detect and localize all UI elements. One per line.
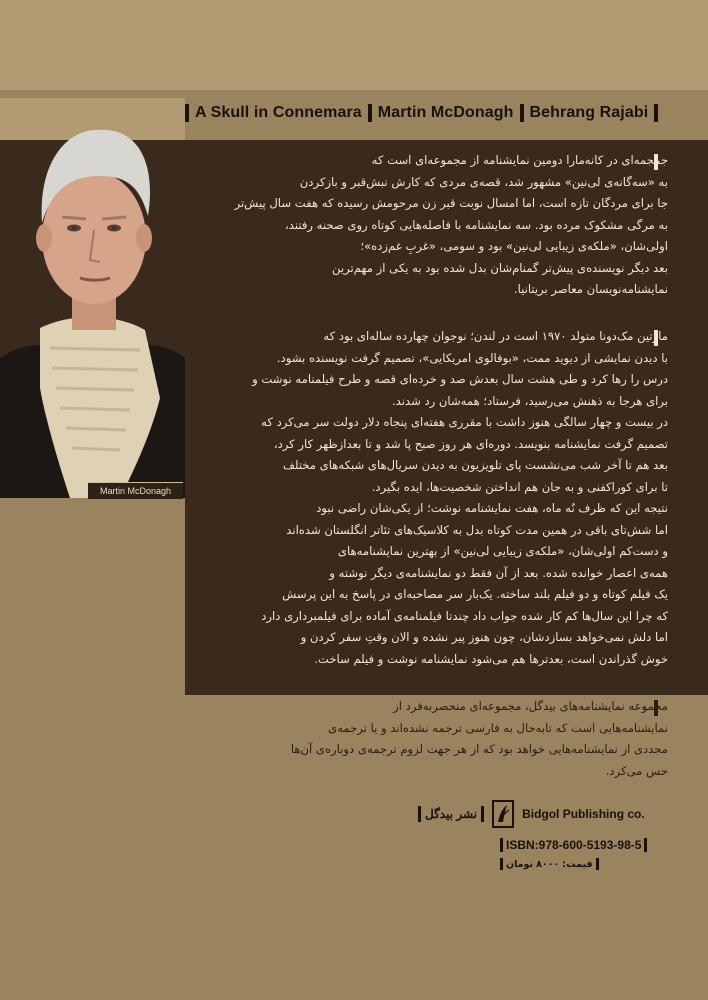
- paragraph-line: جمجمه‌ای در کانه‌مارا دومین نمایشنامه از مجموعه‌ای است که: [371, 153, 668, 167]
- publisher-name-fa: نشر بیدگل: [425, 807, 478, 821]
- isbn-line: [500, 836, 647, 854]
- divider: [368, 104, 372, 122]
- publisher-logo-icon: [492, 800, 514, 828]
- paragraph-line: حس می‌کرد.: [605, 763, 668, 778]
- paragraph-line: تصمیم گرفت نمایشنامه بنویسد. دوره‌ای هر روز صبح پا شد و تا بعدازظهر کار کرد،: [273, 436, 668, 451]
- author-portrait: [0, 98, 185, 498]
- paragraph-line: یک فیلم کوتاه و دو فیلم بلند ساخته. یک‌بار سر مصاحبه‌ای در پاسخ به این پرسش: [282, 587, 668, 601]
- price-value: ۸۰۰۰: [536, 858, 560, 870]
- paragraph-line: و دست‌کم اولی‌شان، «ملکه‌ی زیبایی لی‌نین» از بهترین نمایشنامه‌های: [337, 544, 668, 558]
- divider: [520, 104, 524, 122]
- divider: [596, 858, 599, 870]
- price-unit: تومان: [506, 858, 534, 870]
- paragraph-line: اما شش‌تای باقی در همین مدت کوتاه بدل به کلاسیک‌های تئاتر انگلستان شده‌اند: [286, 522, 668, 537]
- paragraph-line: به «سه‌گانه‌ی لی‌نین» مشهور شد، قصه‌ی مردی که کارش نبش‌قبر و بازکردن: [299, 174, 668, 189]
- paragraph-line: به مرگی مشکوک مرده بود. سه نمایشنامه با فاصله‌هایی کوتاه روی صحنه رفتند،: [285, 217, 668, 232]
- paragraph-line: با دیدن نمایشی از دیوید ممت، «بوفالوی امریکایی»، تصمیم گرفت نویسنده بشود.: [276, 350, 668, 365]
- title-bar: [185, 98, 660, 128]
- paragraph-line: نمایشنامه‌هایی است که تابه‌حال به فارسی ترجمه نشده‌اند و یا ترجمه‌ی: [328, 720, 668, 735]
- publisher-name-en: Bidgol Publishing co.: [522, 807, 645, 821]
- publisher-name-fa-box: [418, 806, 484, 822]
- paragraph-line: جا برای مردگان تازه است، اما امسال نوبت قبر زن مرحومش رسیده که هفت سال پیش‌تر: [234, 196, 668, 210]
- divider: [654, 104, 658, 122]
- paragraph-line: اولی‌شان، «ملکه‌ی زیبایی لی‌نین» بود و سومی، «غربِ غم‌زده»؛: [360, 239, 668, 253]
- paragraph-line: مارتین مک‌دونا متولد ۱۹۷۰ است در لندن؛ نوجوان چهارده ساله‌ای بود که: [323, 329, 668, 343]
- paragraph-line: نمایشنامه‌نویسان معاصر بریتانیا.: [513, 282, 668, 296]
- price-line: [500, 856, 599, 872]
- divider: [644, 838, 647, 852]
- publisher-name-en-box: [522, 807, 645, 821]
- publisher-block: [418, 798, 645, 830]
- paragraph-line: بعد هم تا آخر شب می‌نشست پای تلویزیون به دیدن سریال‌های شبکه‌های مختلف: [282, 458, 668, 472]
- book-title: A Skull in Connemara: [195, 104, 362, 121]
- divider: [500, 838, 503, 852]
- top-band: [0, 0, 708, 90]
- paragraph-line: تا برای کوراکفنی و به جان هم انداختن شخصیت‌ها، ایده بگیرد.: [371, 479, 668, 494]
- paragraph-biography: [252, 326, 668, 670]
- paragraph-line: در بیست و چهار سالگی هنوز داشت با مقرری هفته‌ای پنجاه دلار دولت سر می‌کرد که: [261, 415, 668, 429]
- paragraph-intro: [235, 150, 668, 301]
- divider: [481, 806, 484, 822]
- price-label: قیمت:: [562, 858, 593, 870]
- portrait-caption: Martin McDonagh: [88, 482, 183, 499]
- paragraph-series: [291, 696, 668, 782]
- paragraph-line: نتیجه این که ظرف نُه ماه، هفت نمایشنامه نوشت؛ از یکی‌شان راضی نبود: [316, 501, 668, 515]
- author-name: Martin McDonagh: [377, 104, 514, 121]
- paragraph-line: که چرا این سال‌ها کم کار شده جواب داد چندتا فیلمنامه‌ی آماده برای فیلمبرداری دارد: [261, 608, 668, 623]
- paragraph-line: درس را رها کرد و طی هشت سال بعدش صد و خرده‌ای قصه و طرح فیلمنامه نوشت و: [252, 372, 668, 386]
- paragraph-line: مجددی از نمایشنامه‌هایی خواهد بود که از هر جهت لزوم ترجمه‌ی دوباره‌ی آن‌ها: [290, 742, 668, 756]
- paragraph-line: همه‌ی اعصار خوانده شده. بعد از آن فقط دو نمایشنامه‌ی دیگر نوشته و: [329, 565, 668, 580]
- divider: [185, 104, 189, 122]
- paragraph-line: خوش گذراندن است، بعدترها هم می‌شود نمایشنامه نوشت و فیلم ساخت.: [314, 651, 668, 666]
- paragraph-line: بعد دیگر نویسنده‌ی پیش‌تر گمنام‌شان بدل شده بود به یکی از مهم‌ترین: [332, 260, 668, 275]
- divider: [418, 806, 421, 822]
- paragraph-line: مجموعه نمایشنامه‌های بیدگل، مجموعه‌ای منحصربه‌فرد از: [393, 699, 668, 713]
- paragraph-line: اما دلش نمی‌خواهد بسازدشان، چون هنوز پیر نشده و الان وقتِ سفر کردن و: [300, 630, 668, 644]
- paragraph-line: برای هرجا به ذهنش می‌رسید، فرستاد؛ همه‌شان رد شدند.: [391, 393, 668, 408]
- translator-name: Behrang Rajabi: [529, 104, 649, 121]
- divider: [500, 858, 503, 870]
- isbn-value: ISBN:978-600-5193-98-5: [506, 838, 642, 852]
